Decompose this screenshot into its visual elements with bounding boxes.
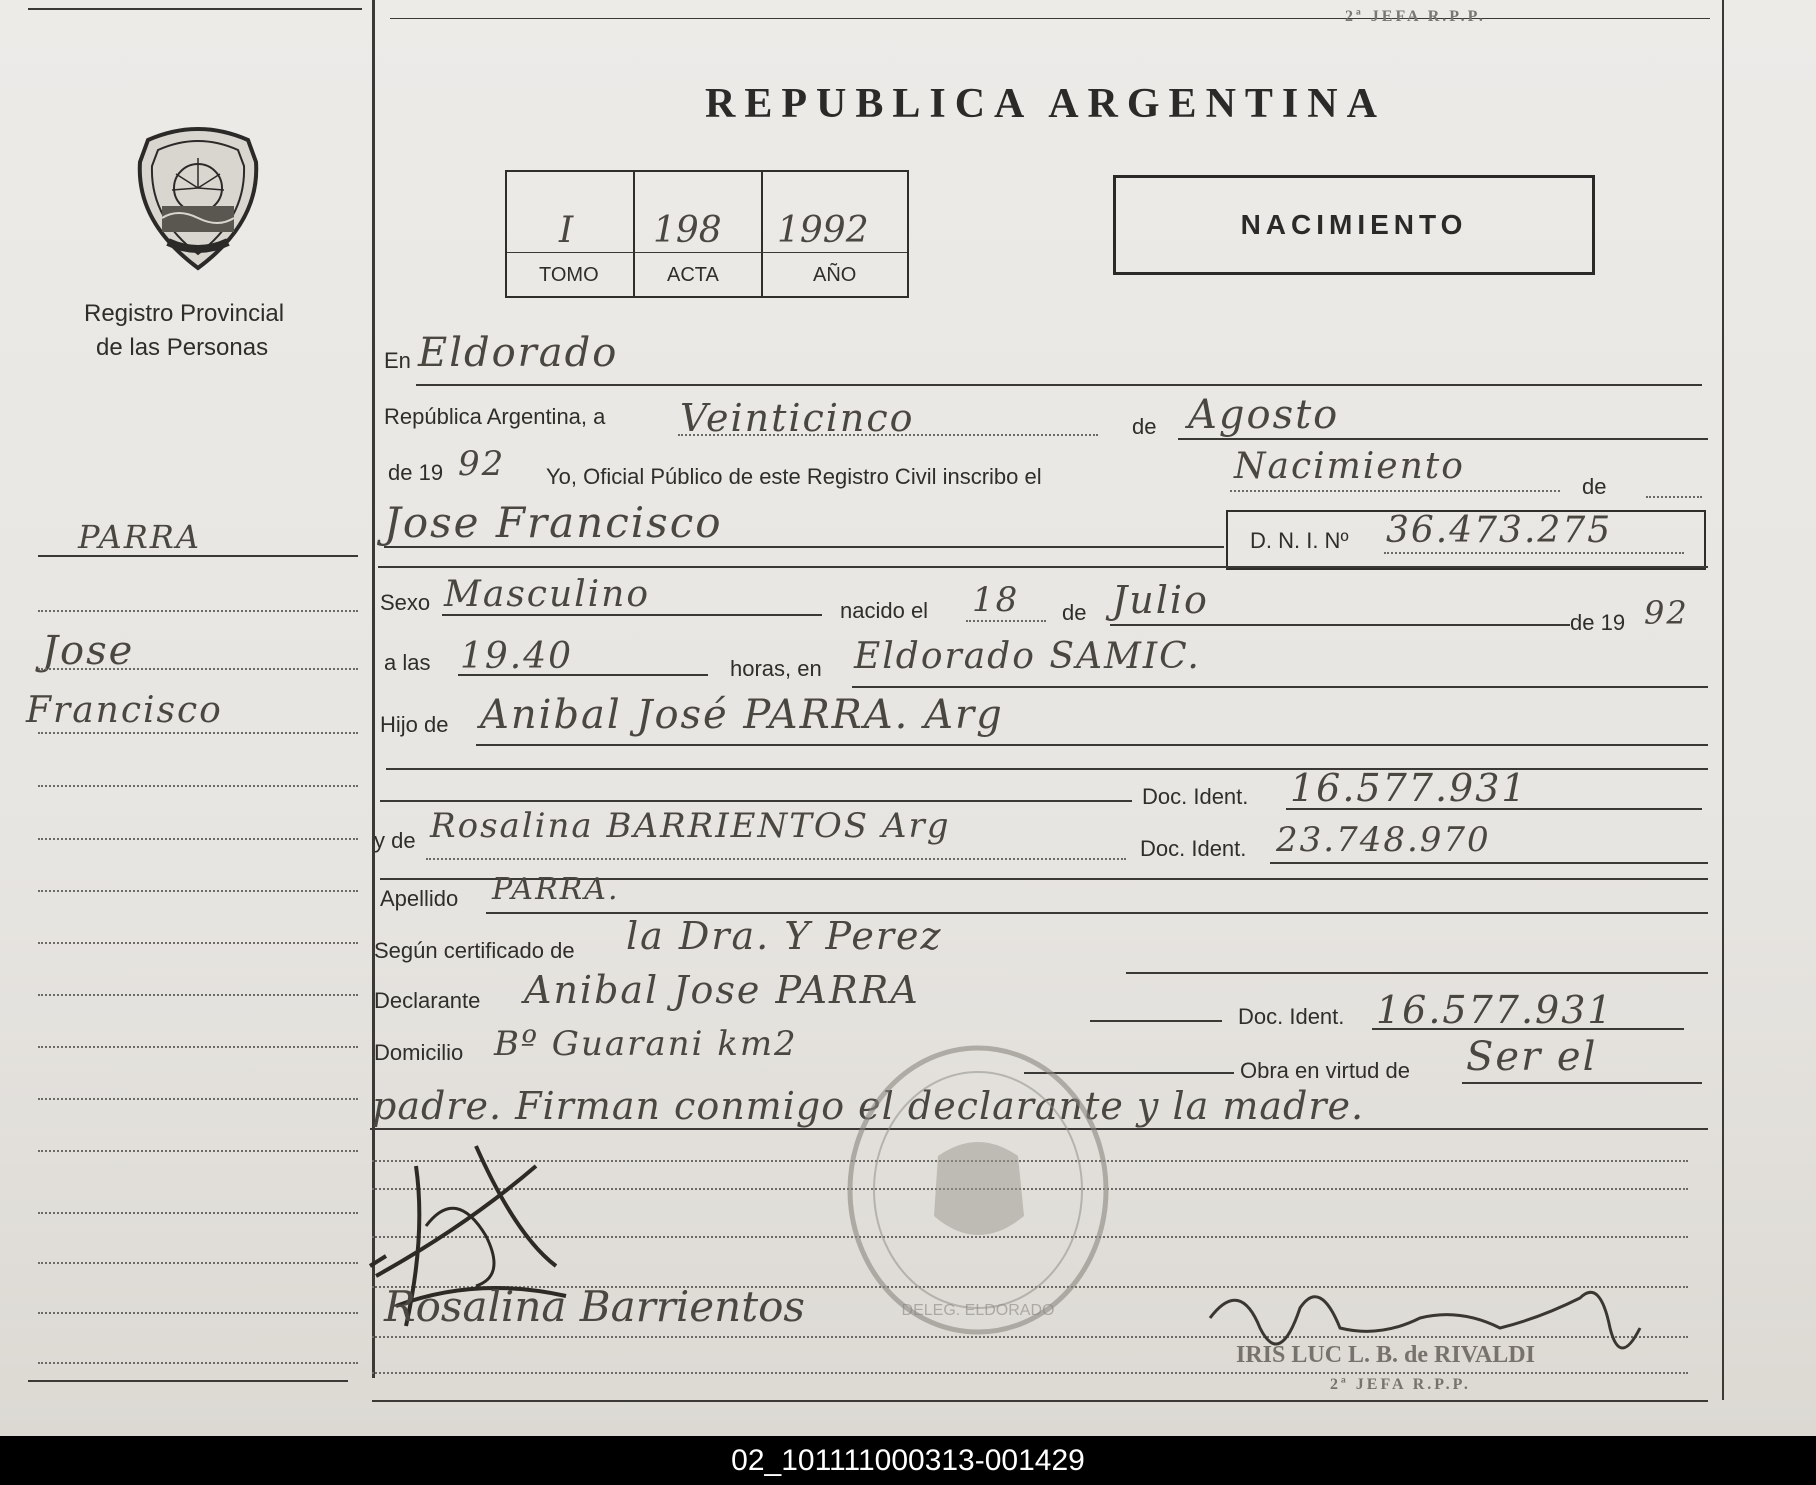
day-dots (966, 620, 1046, 622)
rule (1462, 1082, 1702, 1084)
bottom-rule (372, 1400, 1708, 1402)
dni-value: 36.473.275 (1386, 510, 1613, 551)
hijo-label: Hijo de (380, 712, 449, 737)
margin-dots (38, 732, 358, 734)
acto-dots (1230, 490, 1560, 492)
left-top-rule (28, 8, 362, 10)
margin-dots (38, 1212, 358, 1214)
acto-value: Nacimiento (1234, 446, 1465, 487)
de-label2: de (1582, 474, 1607, 499)
oficial-name: IRIS LUC L. B. de RIVALDI (1236, 1342, 1535, 1368)
de-dots (1646, 496, 1702, 498)
margin-surname: PARRA (78, 518, 201, 556)
misiones-emblem-icon (128, 122, 268, 274)
obra-value: Ser el (1466, 1034, 1598, 1080)
margin-dots (38, 890, 358, 892)
rule (1178, 438, 1708, 440)
sexo-label: Sexo (380, 590, 431, 615)
domicilio-value: Bº Guarani km2 (494, 1024, 798, 1064)
padre-value: Anibal José PARRA. Arg (480, 692, 1004, 738)
oficial-title: 2ª JEFA R.P.P. (1330, 1376, 1471, 1393)
madre-dots (426, 858, 1126, 860)
madre-signature: Rosalina Barrientos (384, 1282, 805, 1331)
margin-bottom-rule (28, 1380, 348, 1382)
segun-label: Según certificado de (374, 938, 575, 963)
ano-value: 1992 (777, 210, 869, 251)
day-value: Veinticinco (680, 396, 915, 440)
rule (380, 800, 1132, 802)
dni-dots (1384, 552, 1684, 554)
registro-line1: Registro Provincial (84, 300, 285, 327)
yo-text: Yo, Oficial Público de este Registro Civil inscribo el (546, 464, 1042, 489)
madre-value: Rosalina BARRIENTOS Arg (430, 806, 951, 846)
margin-dots (38, 1098, 358, 1100)
top-stamp: 2ª JEFA R.P.P. (1345, 8, 1486, 25)
madre-doc: 23.748.970 (1276, 820, 1491, 860)
rule (1090, 1020, 1222, 1022)
nacido-month: Julio (1112, 578, 1209, 622)
de-label3: de (1062, 600, 1087, 625)
margin-given2: Francisco (26, 690, 223, 731)
margin-dots (38, 1312, 358, 1314)
hora-value: 19.40 (460, 636, 574, 677)
acta-value: 198 (653, 210, 722, 251)
year-suffix: 92 (458, 444, 506, 484)
declarante-doc: 16.577.931 (1376, 988, 1614, 1032)
rule (476, 744, 1708, 746)
margin-dots (38, 942, 358, 944)
republica-label: República Argentina, a (384, 404, 606, 429)
dni-label: D. N. I. Nº (1250, 528, 1349, 553)
rule (416, 384, 1702, 386)
month-value: Agosto (1188, 392, 1340, 438)
a-las-label: a las (384, 650, 431, 675)
doc-label2: Doc. Ident. (1140, 836, 1247, 861)
apellido-value: PARRA. (492, 872, 620, 907)
declarante-value: Anibal Jose PARRA (524, 968, 920, 1012)
rule (852, 686, 1708, 688)
rule (384, 546, 1224, 548)
margin-line (38, 555, 358, 557)
rule (1126, 972, 1708, 974)
de-label: de (1132, 414, 1157, 439)
margin-dots (38, 668, 358, 670)
en-value: Eldorado (418, 330, 619, 376)
image-id-footer: 02_101111000313-001429 (0, 1436, 1816, 1485)
obra-label: Obra en virtud de (1240, 1058, 1410, 1083)
horas-en-label: horas, en (730, 656, 822, 681)
margin-dots (38, 1150, 358, 1152)
nacido-label: nacido el (840, 598, 929, 623)
sexo-value: Masculino (444, 574, 651, 615)
margin-dots (38, 994, 358, 996)
rule (1372, 1028, 1684, 1030)
margin-dots (38, 1262, 358, 1264)
rule (458, 674, 708, 676)
de19-label2: de 19 (1570, 610, 1626, 635)
official-seal-icon (838, 1040, 1118, 1340)
margin-dots (38, 838, 358, 840)
certificado-value: la Dra. Y Perez (626, 914, 943, 958)
margin-given1: Jose (42, 628, 135, 674)
nacido-year: 92 (1644, 594, 1689, 632)
right-border (1722, 0, 1724, 1400)
day-dots (678, 434, 1098, 436)
ymadre-label: y de (374, 828, 416, 853)
acta-label: ACTA (667, 264, 719, 286)
rule (378, 566, 1708, 568)
tomo-value: I (559, 210, 574, 251)
index-divider (507, 252, 907, 253)
margin-dots (38, 785, 358, 787)
en-label: En (384, 348, 411, 373)
rule (1270, 862, 1708, 864)
margin-dots (38, 1362, 358, 1364)
svg-text:DELEG. ELDORADO: DELEG. ELDORADO (901, 1302, 1055, 1319)
margin-dots (38, 610, 358, 612)
domicilio-label: Domicilio (374, 1040, 464, 1065)
registro-line2: de las Personas (96, 334, 269, 361)
nacido-day: 18 (972, 580, 1020, 620)
document-title: REPUBLICA ARGENTINA (705, 81, 1386, 127)
de19-label: de 19 (388, 460, 444, 485)
margin-dots (38, 1046, 358, 1048)
ano-label: AÑO (813, 264, 857, 286)
lugar-value: Eldorado SAMIC. (854, 636, 1201, 677)
doc-label3: Doc. Ident. (1238, 1004, 1345, 1029)
index-grid (505, 170, 909, 298)
rule (1110, 624, 1570, 626)
rule (1286, 808, 1702, 810)
nacimiento-box: NACIMIENTO (1113, 175, 1595, 275)
apellido-label: Apellido (380, 886, 459, 911)
name-value: Jose Francisco (384, 498, 723, 547)
padre-doc: 16.577.931 (1290, 766, 1528, 810)
doc-label1: Doc. Ident. (1142, 784, 1249, 809)
tomo-label: TOMO (539, 264, 599, 286)
top-rule (390, 18, 1710, 19)
declarante-label: Declarante (374, 988, 481, 1013)
rule (442, 614, 822, 616)
continuation-value: padre. Firman conmigo el declarante y la madre. (372, 1084, 1365, 1128)
